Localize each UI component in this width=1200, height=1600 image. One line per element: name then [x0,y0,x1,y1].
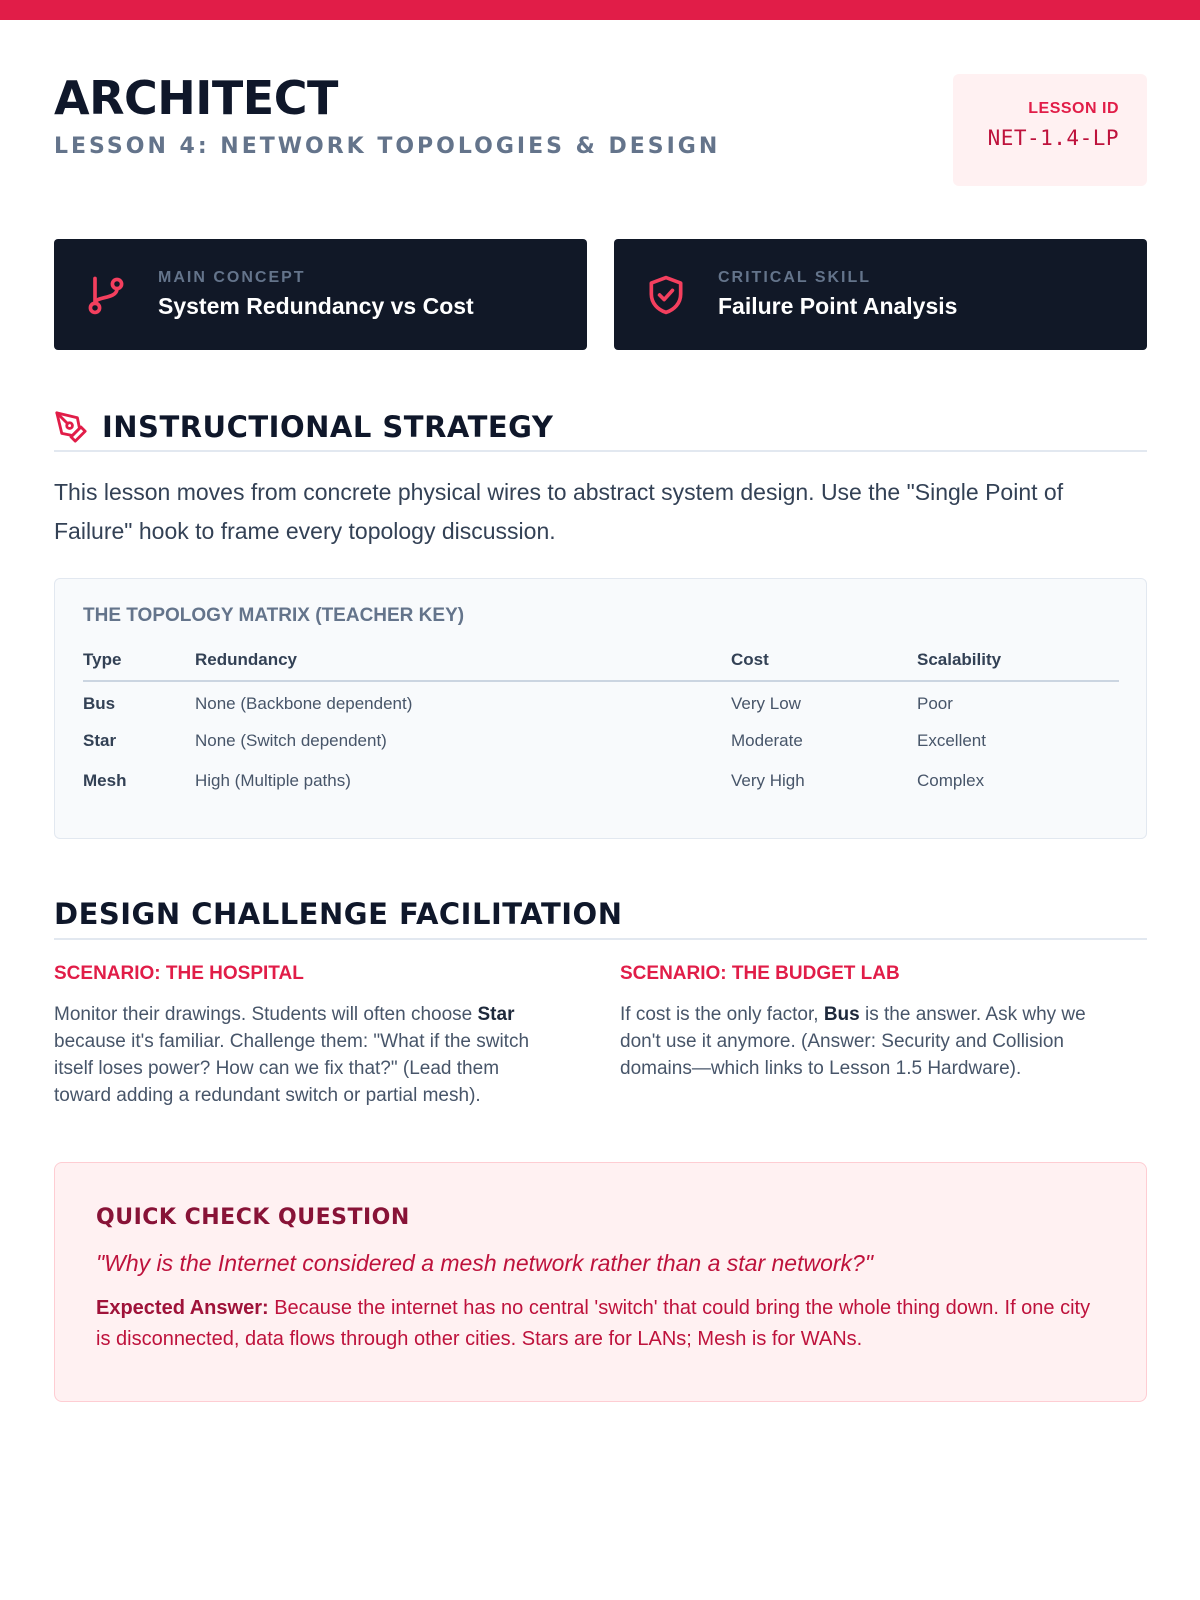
lesson-id-value: NET-1.4-LP [987,126,1119,150]
table-cell: Very High [731,771,805,790]
instructional-strategy-heading [54,404,1147,452]
quick-check-answer [96,1293,1106,1355]
column-header: Scalability [917,650,1119,681]
table-cell: Star [83,731,117,750]
top-accent-bar [0,0,1200,20]
shield-check-icon [644,273,688,317]
table-cell: None (Switch dependent) [195,731,387,750]
critical-skill-kicker: CRITICAL SKILL [718,269,872,286]
column-header: Cost [731,650,917,681]
table-row [83,721,1119,761]
table-header-row [83,650,1119,681]
answer-label: Expected Answer: [96,1297,269,1319]
section-title: DESIGN CHALLENGE FACILITATION [54,897,623,931]
critical-skill-value: Failure Point Analysis [718,293,958,319]
lesson-id-label: LESSON ID [1028,100,1119,117]
lesson-id-badge [953,74,1147,186]
main-concept-kicker: MAIN CONCEPT [158,269,306,286]
strategy-paragraph: This lesson moves from concrete physical wires to abstract system design. Use the "Single Point of Failure" hook to frame every topology discussion. [54,479,1064,544]
table-row [83,681,1119,721]
scenario-title: SCENARIO: THE BUDGET LAB [620,963,900,984]
table-cell: None (Backbone dependent) [195,693,413,713]
table-cell: Excellent [917,731,986,750]
quick-check-title: QUICK CHECK QUESTION [96,1205,410,1230]
table-row [83,761,1119,801]
table-cell: Bus [83,693,116,713]
table-cell: Poor [917,693,953,713]
critical-skill-card [614,239,1147,350]
scenario-body: If cost is the only factor, Bus is the answer. Ask why we don't use it anymore. (Answer: Security and Collision domains—which links to Lesson 1.5 Hardware). [620,1004,1086,1079]
quick-check-box [54,1162,1147,1402]
scenario-body: Monitor their drawings. Students will often choose Star because it's familiar. Challenge them: "What if the switch itself loses power? How can we fix that?" (Lead them toward adding a redundant switch or partial mesh). [54,1004,530,1106]
main-concept-value: System Redundancy vs Cost [158,293,474,319]
quick-check-question: "Why is the Internet considered a mesh network rather than a star network?" [96,1250,873,1276]
table-cell: Moderate [731,731,803,750]
git-branch-icon [84,273,128,317]
design-challenge-heading [54,890,1147,940]
column-header: Redundancy [195,650,731,681]
scenario-budget-lab [620,963,1120,1082]
answer-text: Because the internet has no central 'switch' that could bring the whole thing down. If one city is disconnected, data flows through other cities. Stars are for LANs; Mesh is for WANs. [96,1297,1091,1350]
topology-table [83,650,1119,801]
section-title: INSTRUCTIONAL STRATEGY [102,410,554,444]
table-cell: Mesh [83,771,127,790]
table-cell: Complex [917,771,985,790]
main-concept-card [54,239,587,350]
table-cell: Very Low [731,693,801,713]
pen-tool-icon [54,410,88,444]
topology-matrix [54,578,1147,839]
scenario-hospital [54,963,554,1109]
concept-cards [54,239,1147,350]
table-cell: High (Multiple paths) [195,771,351,790]
scenario-title: SCENARIO: THE HOSPITAL [54,963,304,984]
column-header: Type [83,650,195,681]
lesson-subtitle: LESSON 4: NETWORK TOPOLOGIES & DESIGN [54,134,721,159]
brand-title: ARCHITECT [54,71,338,125]
matrix-title: THE TOPOLOGY MATRIX (TEACHER KEY) [83,605,465,626]
page-header [54,72,1147,188]
